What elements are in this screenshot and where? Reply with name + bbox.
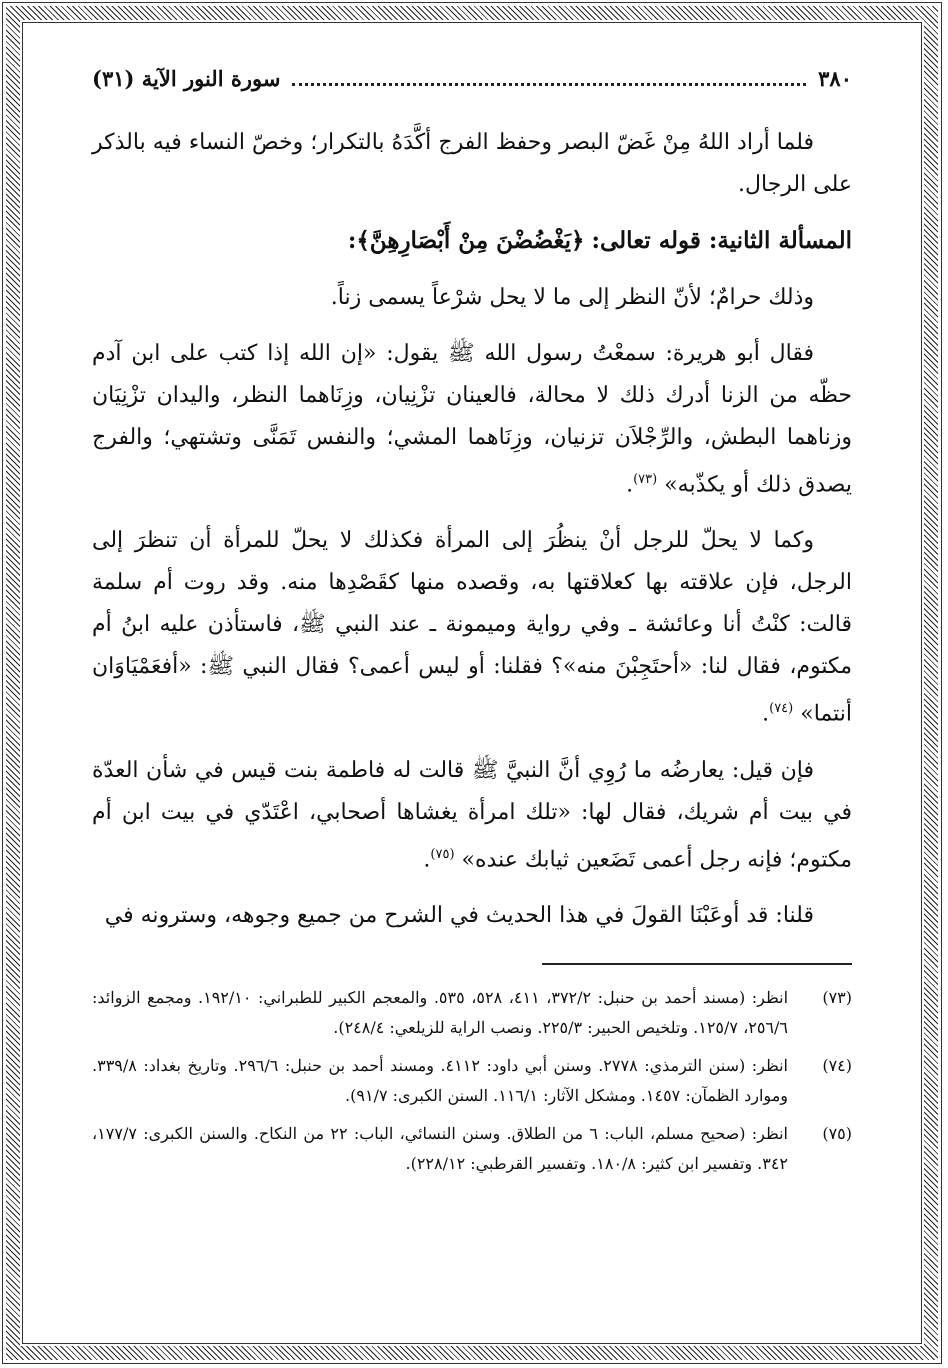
page-content [92, 66, 852, 1187]
footnote-number: (٧٥) [822, 1123, 852, 1143]
section-heading [92, 220, 852, 263]
page-number: ٣٨٠ [818, 66, 852, 91]
header-dot-leader [292, 71, 806, 86]
footnote-ref-73: (٧٣) [633, 472, 658, 487]
footnote-text: انظر: (سنن الترمذي: ٢٧٧٨. وسنن أبي داود: ٤١١٢. ومسند أحمد بن حنبل: ٢٩٦/٦. وتاريخ بغداد: ٣٣٩/٨. وموارد الظمآن: ١٤٥٧. ومشكل الآثار: ١١٦/١. السنن الكبرى: ٩١/٧). [92, 1055, 788, 1105]
surah-title: سورة النور الآية (٣١) [92, 66, 281, 91]
paragraph-6: قلنا: قد أوعَبْنَا القولَ في هذا الحديث في الشرح من جميع وجوهه، وسترونه في [104, 902, 814, 928]
footnote-75 [92, 1119, 852, 1179]
paragraph-3-text: فقال أبو هريرة: سمعْتُ رسول الله ﷺ يقول: «إن الله إذا كتب على ابن آدم حظّه من الزنا أدرك ذلك لا محالة، فالعينان تزْنِيان، وزِنَاهما النظر، واليدان تزْنِيَان وزناهما البطش، والرِّجْلاَن تزنيان، وزِنَاهما المشي؛ والنفس تَمَنَّى وتشتهي؛ والفرج يصدق ذلك أو يكذّبه» [92, 341, 852, 498]
footnote-74 [92, 1051, 852, 1111]
paragraph-5-text: فإن قيل: يعارضُه ما رُوِي أنَّ النبيَّ ﷺ قالت له فاطمة بنت قيس في شأن العدّة في بيت أم شريك، فقال لها: «تلك امرأة يغشاها أصحابي، اعْتَدّي في بيت ابن أم مكتوم؛ فإنه رجل أعمى تَضَعين ثيابك عنده» [92, 757, 852, 872]
paragraph-2: وذلك حرامٌ؛ لأنّ النظر إلى ما لا يحل شرْعاً يسمى زناً. [330, 285, 814, 310]
running-header [92, 66, 852, 106]
footnote-number: (٧٣) [822, 987, 852, 1007]
footnote-separator [542, 963, 852, 965]
footnote-ref-75: (٧٥) [430, 846, 455, 862]
footnote-text: انظر: (صحيح مسلم، الباب: ٦ من الطلاق. وسنن النسائي، الباب: ٢٢ من النكاح. والسنن الكبرى: ١٧٧/٧، ٣٤٢. وتفسير ابن كثير: ١٨٠/٨. وتفسير القرطبي: ٢٢٨/١٢). [92, 1123, 788, 1173]
footnote-73 [92, 983, 852, 1043]
paragraph-3: فقال أبو هريرة: سمعْتُ رسول الله ﷺ يقول: «إن الله إذا كتب على ابن آدم حظّه من الزنا أدرك ذلك لا محالة، فالعينان تزْنِيان، وزِنَاهما النظر، واليدان تزْنِيَان وزناهما البطش، والرِّجْلاَن تزنيان، وزِنَاهما المشي؛ والنفس تَمَنَّى وتشتهي؛ والفرج يصدق ذلك أو يكذّبه» $^{(٧٣)}$. [92, 341, 852, 498]
footnote-ref-74: (٧٤) [769, 701, 794, 717]
paragraph-4-text: وكما لا يحلّ للرجل أنْ ينظُرَ إلى المرأة فكذلك لا يحلّ للمرأة أن تنظرَ إلى الرجل، فإن علاقته بها كعلاقتها به، وقصده منها كقَصْدِها منه. وقد روت أم سلمة قالت: كنْتُ أنا وعائشة ـ وفي رواية وميمونة ـ عند النبي ﷺ، فاستأذن عليه ابنُ أم مكتوم، فقال لنا: «أحتَجِبْنَ منه»؟ فقلنا: أو ليس أعمى؟ فقال النبي ﷺ: «أفعَمْيَاوَان أنتما» [92, 528, 852, 727]
paragraph-1: فلما أراد اللهُ مِنْ غَضّ البصر وحفظ الفرج أكَّدَهُ بالتكرار؛ وخصّ النساء فيه بالذكر على الرجال. [92, 130, 852, 197]
paragraph-4: وكما لا يحلّ للرجل أنْ ينظُرَ إلى المرأة فكذلك لا يحلّ للمرأة أن تنظرَ إلى الرجل، فإن علاقته بها كعلاقتها به، وقصده منها كقَصْدِها منه. وقد روت أم سلمة قالت: كنْتُ أنا وعائشة ـ وفي رواية وميمونة ـ عند النبي ﷺ، فاستأذن عليه ابنُ أم مكتوم، فقال لنا: «أحتَجِبْنَ منه»؟ فقلنا: أو ليس أعمى؟ فقال النبي ﷺ: «أفعَمْيَاوَان أنتما» $^{(٧٤)}$. [92, 528, 852, 727]
footnote-text: انظر: (مسند أحمد بن حنبل: ٣٧٢/٢، ٤١١، ٥٢٨، ٥٣٥. والمعجم الكبير للطبراني: ١٩٢/١٠. ومجمع الزوائد: ٢٥٦/٦، ١٢٥/٧. وتلخيص الحبير: ٢٢٥/٣. ونصب الراية للزيلعي: ٢٤٨/٤). [92, 987, 789, 1037]
paragraph-5: فإن قيل: يعارضُه ما رُوِي أنَّ النبيَّ ﷺ قالت له فاطمة بنت قيس في شأن العدّة في بيت أم شريك، فقال لها: «تلك امرأة يغشاها أصحابي، اعْتَدّي في بيت ابن أم مكتوم؛ فإنه رجل أعمى تَضَعين ثيابك عنده» $^{(٧٥)}$. [92, 757, 852, 872]
heading-verse: ﴿يَغْضُضْنَ مِنْ أَبْصَارِهِنَّ﴾: [347, 227, 585, 254]
footnote-number: (٧٤) [822, 1055, 852, 1075]
heading-label: المسألة الثانية: قوله تعالى: [591, 227, 852, 254]
